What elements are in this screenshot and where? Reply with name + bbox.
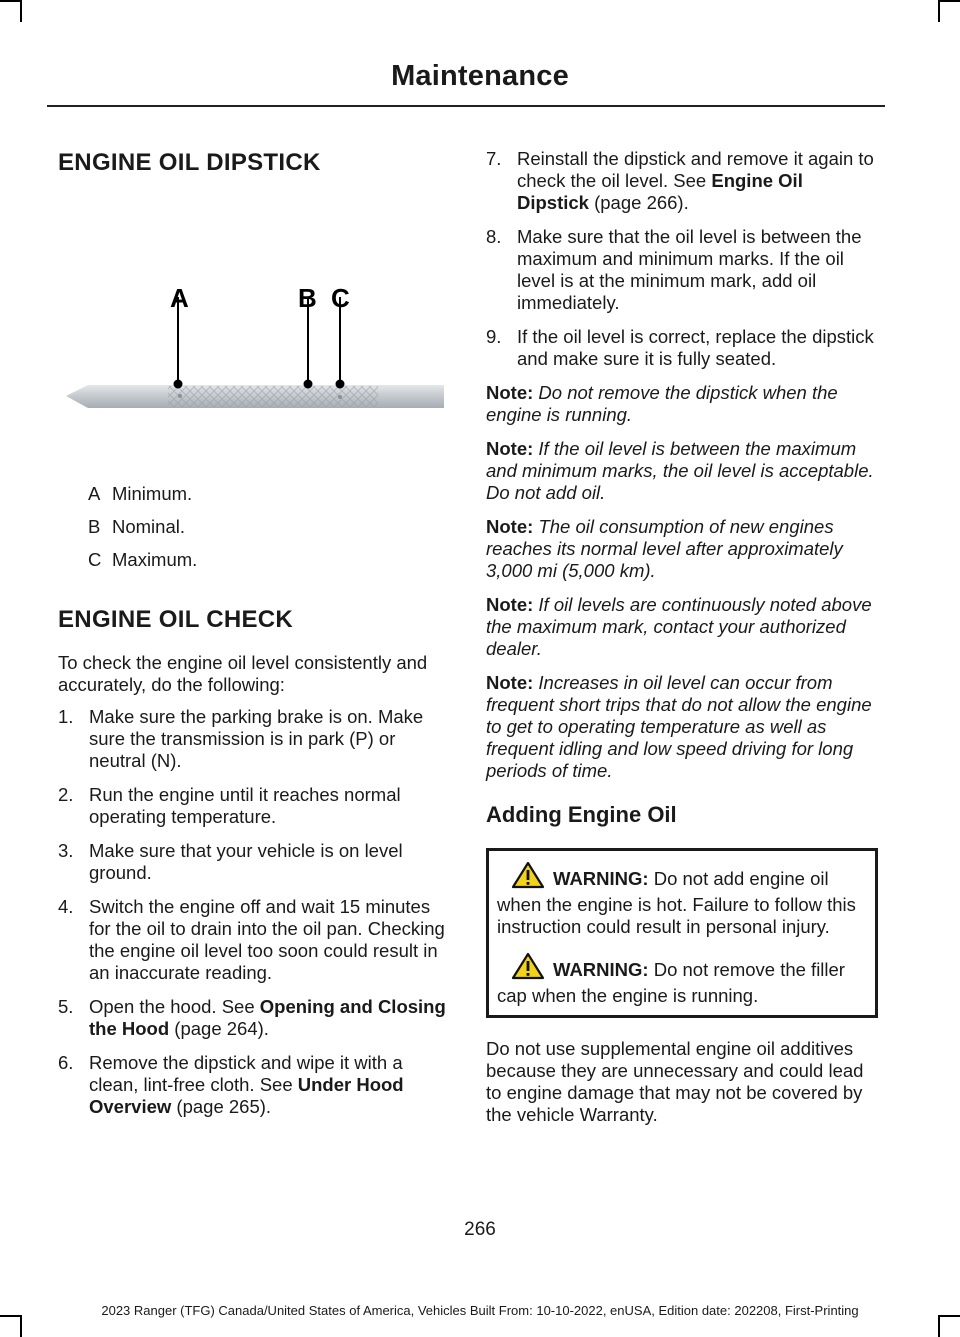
legend-key: A [88, 483, 101, 504]
note-label: Note: [486, 382, 534, 403]
callout-label-a: A [170, 283, 189, 313]
dipstick-figure [58, 195, 450, 455]
step-number: 2. [58, 784, 74, 805]
note-text: Increases in oil level can occur from frequent short trips that do not allow the engine to get to operating temperature as well as frequent idling and low speed driving for long periods of time. [486, 672, 872, 781]
additives-paragraph: Do not use supplemental engine oil additives because they are unnecessary and could lead to engine damage that may not be covered by the vehicle Warranty. [486, 1038, 864, 1125]
warning-text: Do not remove the filler cap when the engine is running. [497, 959, 845, 1006]
note [486, 594, 878, 660]
dipstick-illustration [58, 195, 450, 455]
step-number: 6. [58, 1052, 74, 1073]
warning-label: WARNING: [553, 868, 649, 889]
subsection-heading-adding-oil: Adding Engine Oil [486, 802, 677, 827]
list-item [486, 226, 878, 314]
note-label: Note: [486, 594, 534, 615]
step-text: Run the engine until it reaches normal operating temperature. [89, 784, 401, 827]
check-steps-left [58, 706, 450, 1118]
step-number: 4. [58, 896, 74, 917]
list-item [58, 896, 450, 984]
list-item [58, 996, 450, 1040]
note-text: If the oil level is between the maximum and minimum marks, the oil level is acceptable. Do not add oil. [486, 438, 874, 503]
step-text: Open the hood. See [89, 996, 260, 1017]
step-text: If the oil level is correct, replace the dipstick and make sure it is fully seated. [517, 326, 874, 369]
list-item [486, 326, 878, 370]
crop-mark [0, 0, 22, 2]
list-item [58, 706, 450, 772]
legend-value: Nominal. [112, 516, 185, 537]
section-heading-dipstick: ENGINE OIL DIPSTICK [58, 149, 321, 176]
step-number: 3. [58, 840, 74, 861]
warning-triangle-icon [511, 952, 545, 985]
warning-text: Do not add engine oil when the engine is hot. Failure to follow this instruction could result in personal injury. [497, 868, 856, 937]
note [486, 516, 878, 582]
step-number: 1. [58, 706, 74, 727]
crop-mark [938, 0, 960, 2]
legend-key: B [88, 516, 101, 537]
left-column [58, 140, 450, 1130]
header-rule [47, 105, 885, 107]
page-header-title: Maintenance [391, 60, 569, 92]
page-reference: (page 264). [169, 1018, 269, 1039]
note-text: The oil consumption of new engines reaches its normal level after approximately 3,000 mi (5,000 km). [486, 516, 843, 581]
step-text: Make sure the parking brake is on. Make sure the transmission is in park (P) or neutral (N). [89, 706, 424, 771]
cross-reference-link[interactable]: Engine Oil Dipstick [517, 170, 803, 213]
legend-row [58, 516, 450, 538]
warning-item [497, 861, 867, 938]
legend-key: C [88, 549, 102, 570]
cross-reference-link[interactable]: Opening and Closing the Hood [89, 996, 446, 1039]
page-reference: (page 265). [171, 1096, 272, 1117]
rod-hole [338, 395, 342, 399]
step-number: 5. [58, 996, 74, 1017]
legend-value: Maximum. [112, 549, 198, 570]
step-text: Remove the dipstick and wipe it with a clean, lint-free cloth. See [89, 1052, 403, 1095]
dipstick-knurled-zone [168, 386, 378, 407]
warning-item [497, 952, 867, 1007]
cross-reference-link[interactable]: Under Hood Overview [89, 1074, 404, 1117]
note-label: Note: [486, 672, 534, 693]
check-steps-right [486, 148, 878, 370]
step-text: Switch the engine off and wait 15 minutes for the oil to drain into the oil pan. Checking the engine oil level too soon could result in an inaccurate reading. [89, 896, 445, 983]
warning-triangle-icon [511, 861, 545, 894]
list-item [486, 148, 878, 214]
rod-hole [178, 394, 182, 398]
step-text: Make sure that your vehicle is on level ground. [89, 840, 403, 883]
page-reference: (page 266). [588, 192, 689, 213]
step-text-with-link [517, 148, 878, 214]
list-item [58, 784, 450, 828]
warning-label: WARNING: [553, 959, 649, 980]
check-intro: To check the engine oil level consistently and accurately, do the following: [58, 652, 428, 695]
dipstick-legend [58, 483, 450, 571]
step-text-with-link [89, 1052, 450, 1118]
mark-dot-c [336, 380, 345, 389]
step-number: 7. [486, 148, 502, 169]
step-text: Reinstall the dipstick and remove it again to check the oil level. See [517, 148, 874, 191]
step-number: 8. [486, 226, 502, 247]
list-item [58, 840, 450, 884]
mark-dot-a [174, 380, 183, 389]
note [486, 672, 878, 782]
note-text: If oil levels are continuously noted above the maximum mark, contact your authorized dealer. [486, 594, 872, 659]
list-item [58, 1052, 450, 1118]
crop-mark [20, 0, 22, 22]
crop-mark [20, 1315, 22, 1337]
callout-label-c: C [331, 283, 350, 313]
note [486, 382, 878, 426]
legend-row [58, 549, 450, 571]
note-text: Do not remove the dipstick when the engine is running. [486, 382, 838, 425]
section-heading-check: ENGINE OIL CHECK [58, 606, 294, 633]
step-text: Make sure that the oil level is between the maximum and minimum marks. If the oil level is at the minimum mark, add oil immediately. [517, 226, 862, 313]
crop-mark [938, 0, 940, 22]
warning-box [486, 848, 878, 1018]
step-number: 9. [486, 326, 502, 347]
right-column [486, 148, 878, 1126]
note-label: Note: [486, 516, 534, 537]
callout-label-b: B [298, 283, 317, 313]
page-number: 266 [464, 1219, 496, 1240]
note [486, 438, 878, 504]
note-label: Note: [486, 438, 534, 459]
legend-value: Minimum. [112, 483, 193, 504]
edition-footer: 2023 Ranger (TFG) Canada/United States of America, Vehicles Built From: 10-10-2022, enUSA, Edition date: 202208, First-Printing [101, 1303, 859, 1318]
step-text-with-link [89, 996, 450, 1040]
mark-dot-b [304, 380, 313, 389]
crop-mark [938, 1315, 940, 1337]
legend-row [58, 483, 450, 505]
